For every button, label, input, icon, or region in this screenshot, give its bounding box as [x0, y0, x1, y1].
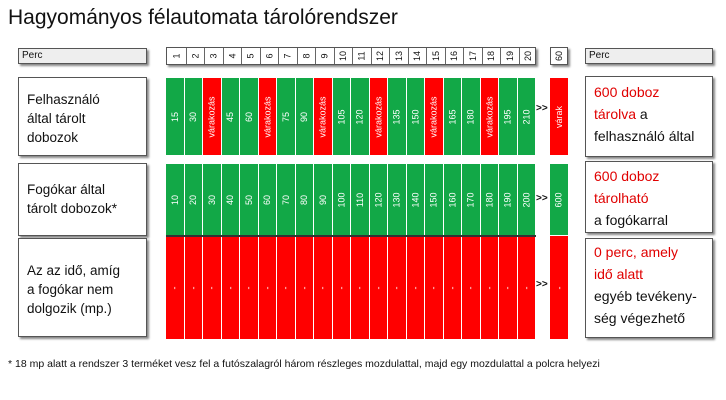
ellipsis-user: >> — [536, 103, 548, 114]
timeline-cell-label: - — [317, 286, 328, 289]
timeline-cell-label: várakozás — [428, 95, 439, 138]
minute-header-cell — [278, 48, 297, 64]
timeline-cell-user — [499, 78, 518, 155]
minute-header-cell — [297, 48, 316, 64]
minute-label: 6 — [264, 53, 275, 59]
timeline-cell-idle — [462, 236, 481, 339]
note-line: felhasználó által — [594, 128, 695, 144]
timeline-cell-gripper — [351, 164, 370, 235]
row-label-line: Az az idő, amíg — [27, 263, 121, 278]
timeline-cell-label: 200 — [521, 191, 532, 208]
timeline-cell-gripper — [333, 164, 352, 235]
note-line: 600 doboz — [594, 84, 660, 100]
timeline-cell-label: várakozás — [317, 95, 328, 138]
timeline-cell-label: 165 — [447, 108, 458, 125]
timeline-cell-label: - — [225, 286, 236, 289]
row-last-cell-idle — [550, 236, 568, 339]
timeline-cell-label: várak — [554, 105, 565, 128]
row-label-user — [18, 77, 147, 156]
timeline-cell-user — [518, 78, 537, 155]
minute-header-cell — [500, 48, 519, 64]
timeline-cell-idle — [185, 236, 204, 339]
timeline-cell-label: 90 — [299, 111, 310, 122]
minute-label: 10 — [338, 50, 349, 62]
minute-header-cell — [389, 48, 408, 64]
timeline-cell-label: várakozás — [484, 95, 495, 138]
timeline-cell-label: várakozás — [262, 95, 273, 138]
timeline-cell-label: 75 — [280, 111, 291, 122]
row-label-line: által tárolt — [27, 111, 86, 126]
timeline-cell-idle — [240, 236, 259, 339]
timeline-cell-user — [481, 78, 500, 155]
timeline-cell-label: - — [262, 286, 273, 289]
minute-header-cell — [223, 48, 242, 64]
minute-header-cell — [463, 48, 482, 64]
minute-header-cell — [315, 48, 334, 64]
timeline-cell-label: - — [206, 286, 217, 289]
row-strip-gripper — [166, 164, 536, 235]
row-label-line: Felhasználó — [27, 92, 100, 107]
timeline-cell-label: 10 — [169, 194, 180, 205]
timeline-cell-gripper — [518, 164, 537, 235]
timeline-cell-gripper — [481, 164, 500, 235]
minute-header-last — [550, 47, 568, 65]
timeline-cell-user — [296, 78, 315, 155]
minute-label: 20 — [523, 50, 534, 62]
timeline-cell-gripper — [444, 164, 463, 235]
row-label-line: tárolt dobozok* — [27, 201, 118, 216]
timeline-cell-label: 60 — [262, 194, 273, 205]
page-title: Hagyományos félautomata tárolórendszer — [8, 6, 398, 29]
row-label-line: Fogókar által — [27, 182, 106, 197]
timeline-cell-label: - — [169, 286, 180, 289]
timeline-cell-user — [240, 78, 259, 155]
timeline-cell-gripper — [370, 164, 389, 235]
timeline-cell-idle — [277, 236, 296, 339]
note-line: idő alatt — [594, 266, 644, 282]
minute-label: 3 — [208, 53, 219, 59]
minute-label: 8 — [301, 53, 312, 59]
timeline-cell-label: 15 — [169, 111, 180, 122]
timeline-cell-label: - — [502, 286, 513, 289]
timeline-cell-label: 210 — [521, 108, 532, 125]
minute-header-cell — [334, 48, 353, 64]
note-line: a fogókarral — [594, 212, 668, 228]
minute-label: 11 — [356, 51, 367, 61]
timeline-cell-label: 105 — [336, 108, 347, 125]
timeline-cell-label: 45 — [225, 111, 236, 122]
timeline-cell-gripper — [462, 164, 481, 235]
minute-label: 12 — [375, 50, 386, 62]
timeline-cell-user — [314, 78, 333, 155]
timeline-cell-user — [277, 78, 296, 155]
note-line: egyéb tevékeny- — [594, 288, 697, 304]
minute-header-cell — [167, 48, 186, 64]
row-label-line: dolgozik (mp.) — [27, 301, 112, 316]
timeline-cell-idle — [222, 236, 241, 339]
note-line: 0 perc, amely — [594, 244, 679, 260]
minute-label: 9 — [319, 53, 330, 59]
timeline-cell-idle — [296, 236, 315, 339]
minute-header-cell — [519, 48, 537, 64]
timeline-cell-gripper — [314, 164, 333, 235]
timeline-cell-label: 110 — [354, 192, 365, 207]
minute-label: 16 — [449, 50, 460, 62]
timeline-cell-label: 40 — [225, 194, 236, 205]
timeline-cell-last — [550, 236, 568, 339]
timeline-cell-last — [550, 164, 568, 235]
timeline-cell-user — [370, 78, 389, 155]
timeline-cell-label: várakozás — [373, 95, 384, 138]
timeline-cell-gripper — [296, 164, 315, 235]
ellipsis-idle: >> — [536, 279, 548, 290]
header-right-label: Perc — [585, 48, 713, 64]
timeline-cell-idle — [370, 236, 389, 339]
note-line: ség végezhető — [594, 310, 686, 326]
minute-header-cell — [371, 48, 390, 64]
minute-header-cell — [408, 48, 427, 64]
timeline-cell-last — [550, 78, 568, 155]
timeline-cell-user — [425, 78, 444, 155]
row-label-line: dobozok — [27, 130, 79, 145]
minute-label: 13 — [393, 50, 404, 62]
timeline-cell-label: - — [336, 286, 347, 289]
timeline-cell-idle — [388, 236, 407, 339]
timeline-cell-gripper — [277, 164, 296, 235]
timeline-cell-label: - — [373, 286, 384, 289]
timeline-cell-label: - — [188, 286, 199, 289]
footnote: * 18 mp alatt a rendszer 3 terméket vesz fel a futószalagról három részleges mozdulattal, majd egy mozdulattal a polcra helyezi — [8, 358, 600, 370]
timeline-cell-idle — [314, 236, 333, 339]
timeline-cell-label: - — [354, 286, 365, 289]
timeline-cell-user — [407, 78, 426, 155]
timeline-cell-label: - — [280, 286, 291, 289]
row-strip-idle — [166, 236, 536, 339]
timeline-cell-label: 160 — [447, 191, 458, 208]
minute-label: 19 — [504, 50, 515, 62]
timeline-cell-label: - — [521, 286, 532, 289]
timeline-cell-gripper — [222, 164, 241, 235]
timeline-cell-idle — [351, 236, 370, 339]
timeline-cell-label: 90 — [317, 194, 328, 205]
timeline-cell-idle — [333, 236, 352, 339]
note-line: tárolható — [594, 190, 649, 206]
timeline-cell-label: 170 — [465, 191, 476, 208]
minute-label: 14 — [412, 50, 423, 62]
ellipsis-gripper: >> — [536, 193, 548, 204]
timeline-cell-label: 30 — [188, 111, 199, 122]
timeline-cell-idle — [425, 236, 444, 339]
row-last-cell-gripper — [550, 164, 568, 235]
timeline-cell-user — [222, 78, 241, 155]
timeline-cell-user — [351, 78, 370, 155]
timeline-cell-label: 100 — [336, 191, 347, 208]
timeline-cell-user — [203, 78, 222, 155]
timeline-cell-label: 30 — [206, 194, 217, 205]
timeline-cell-idle — [166, 236, 185, 339]
timeline-cell-gripper — [259, 164, 278, 235]
timeline-cell-label: 195 — [502, 108, 513, 125]
minute-label: 2 — [190, 53, 201, 59]
timeline-cell-label: - — [299, 286, 310, 289]
timeline-cell-user — [333, 78, 352, 155]
minute-label: 4 — [227, 53, 238, 59]
minute-header-cell — [426, 48, 445, 64]
timeline-cell-idle — [444, 236, 463, 339]
row-last-cell-user — [550, 78, 568, 155]
row-label-line: a fogókar nem — [27, 282, 114, 297]
minute-label: 1 — [171, 53, 182, 59]
timeline-cell-user — [388, 78, 407, 155]
minute-label: 17 — [467, 50, 478, 62]
timeline-cell-gripper — [185, 164, 204, 235]
timeline-cell-gripper — [499, 164, 518, 235]
note-line: 600 doboz — [594, 168, 660, 184]
timeline-cell-idle — [499, 236, 518, 339]
minute-header-cell — [445, 48, 464, 64]
timeline-cell-gripper — [425, 164, 444, 235]
timeline-cell-label: - — [447, 286, 458, 289]
timeline-cell-label: 130 — [391, 191, 402, 208]
timeline-cell-label: 70 — [280, 194, 291, 205]
timeline-cell-gripper — [203, 164, 222, 235]
timeline-cell-label: 135 — [391, 108, 402, 125]
timeline-cell-user — [185, 78, 204, 155]
minute-header-cell — [260, 48, 279, 64]
timeline-cell-label: - — [243, 286, 254, 289]
timeline-cell-label: 80 — [299, 194, 310, 205]
note-idle — [585, 238, 713, 338]
header-left-label: Perc — [18, 48, 147, 64]
minute-header-cell-last: 60 — [551, 48, 567, 64]
row-strip-user — [166, 78, 536, 155]
timeline-cell-user — [259, 78, 278, 155]
row-divider — [166, 235, 536, 237]
timeline-cell-label: 120 — [373, 191, 384, 208]
timeline-cell-gripper — [407, 164, 426, 235]
timeline-cell-label: - — [410, 286, 421, 289]
timeline-cell-gripper — [388, 164, 407, 235]
timeline-cell-idle — [481, 236, 500, 339]
timeline-cell-label: 180 — [465, 108, 476, 125]
timeline-cell-label: 180 — [484, 191, 495, 208]
minute-header-cell — [204, 48, 223, 64]
timeline-cell-user — [444, 78, 463, 155]
timeline-cell-label: 140 — [410, 191, 421, 208]
note-line: tárolva a — [594, 106, 648, 122]
minute-label: 15 — [430, 50, 441, 62]
timeline-cell-label: - — [428, 286, 439, 289]
minute-label: 18 — [486, 50, 497, 62]
timeline-cell-label: - — [484, 286, 495, 289]
timeline-cell-gripper — [240, 164, 259, 235]
timeline-cell-gripper — [166, 164, 185, 235]
minute-header-strip — [166, 47, 536, 65]
timeline-cell-user — [166, 78, 185, 155]
timeline-cell-label: 190 — [502, 191, 513, 208]
timeline-cell-label: 20 — [188, 194, 199, 205]
minute-label: 5 — [245, 53, 256, 59]
note-user — [585, 76, 713, 157]
timeline-cell-label: - — [391, 286, 402, 289]
timeline-cell-label: 150 — [410, 108, 421, 125]
timeline-cell-label: 600 — [554, 191, 564, 208]
minute-header-cell — [352, 48, 371, 64]
row-label-gripper — [18, 163, 147, 236]
timeline-cell-idle — [518, 236, 537, 339]
timeline-cell-idle — [259, 236, 278, 339]
minute-label: 7 — [282, 53, 293, 59]
timeline-cell-idle — [407, 236, 426, 339]
timeline-cell-user — [462, 78, 481, 155]
minute-header-cell — [482, 48, 501, 64]
minute-header-cell — [241, 48, 260, 64]
row-label-idle — [18, 238, 147, 337]
timeline-cell-label: 50 — [243, 194, 254, 205]
note-gripper — [585, 161, 713, 233]
timeline-cell-idle — [203, 236, 222, 339]
timeline-cell-label: várakozás — [206, 95, 217, 138]
timeline-cell-label: - — [554, 286, 564, 289]
timeline-cell-label: 120 — [354, 108, 365, 125]
timeline-cell-label: 60 — [243, 111, 254, 122]
timeline-cell-label: - — [465, 286, 476, 289]
minute-header-cell — [186, 48, 205, 64]
timeline-cell-label: 150 — [428, 191, 439, 208]
